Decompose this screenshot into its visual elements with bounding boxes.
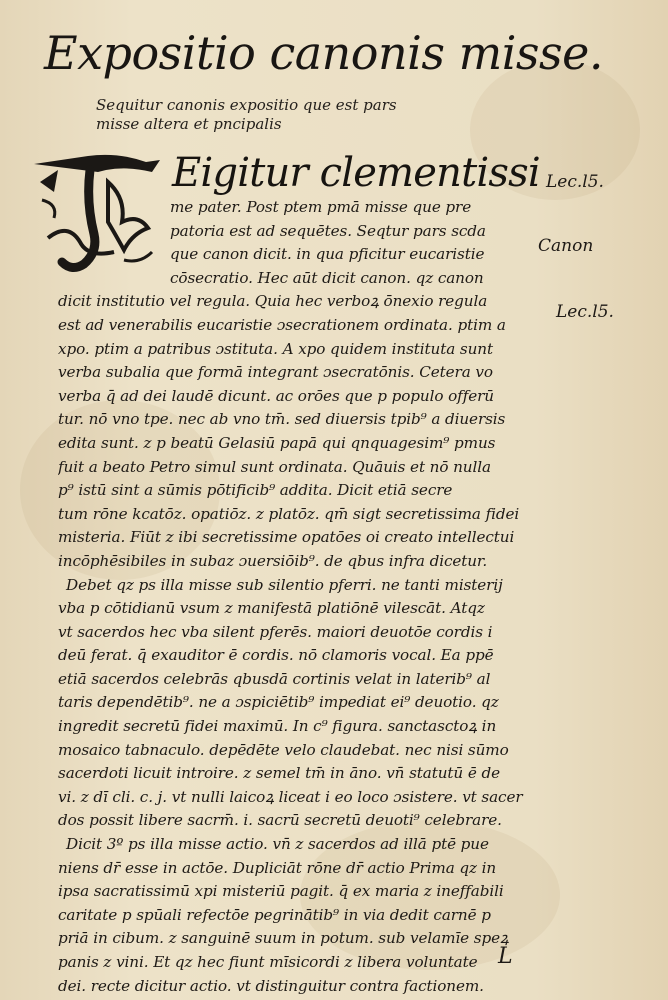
text-line: dos possit libere sacrm̄. i. sacrū secretū deuoti⁹ celebrare. [58, 811, 502, 830]
text-line: sacerdoti licuit introire. z semel tm̄ in āno. vn̄ statutū ē de [58, 764, 500, 783]
text-line: me pater. Post ptem pmā misse que pre [170, 198, 472, 216]
text-line: est ad venerabilis eucaristie ɔsecrationem ordinata. ptim a [58, 315, 506, 334]
text-line: patoria est ad sequētes. Seqtur pars scda [170, 221, 486, 240]
text-line: deū ferat. q̄ exauditor ē cordis. nō clamoris vocal. Ea ppē [58, 646, 494, 665]
text-line: Debet qz ps illa misse sub silentio pferri. ne tanti misterij [66, 575, 503, 594]
text-line: vba p cōtidianū vsum z manifestā platiōnē vilescāt. Atqz [58, 599, 485, 618]
margin-note-lectio: Lec.l5. [556, 302, 614, 322]
text-line: dicit institutio vel regula. Quia hec verboꝝ ōnexio regula [58, 292, 488, 311]
body-text [58, 196, 544, 998]
text-line: verba subalia que formā integrant ɔsecratōnis. Cetera vo [58, 363, 493, 382]
text-line: mosaico tabnaculo. depēdēte velo claudebat. nec nisi sūmo [58, 740, 509, 759]
margin-note-lectio: Lec.l5. [546, 172, 604, 192]
text-line: vt sacerdos hec vba silent pferēs. maiori deuotōe cordis i [58, 622, 493, 641]
page-title: Expositio canonis misse. [44, 26, 603, 80]
text-line: Dicit 3º ps illa misse actio. vn̄ z sacerdos ad illā ptē pue [66, 835, 489, 854]
text-line: ingredit secretū fidei maximū. In c⁹ figura. sanctasctoꝝ in [58, 717, 497, 736]
margin-note-canon: Canon [538, 236, 594, 256]
subtitle-line: misse altera et pncipalis [96, 115, 282, 133]
text-line: tur. nō vno tpe. nec ab vno tm̄. sed diuersis tpib⁹ a diuersis [58, 410, 506, 429]
text-line: tum rōne kcatōz. opatiōz. z platōz. qm̄ sigt secretissima fidei [58, 504, 520, 523]
text-line: que canon dicit. in qua pficitur eucaristie [170, 245, 485, 264]
text-line: incōphēsibiles in subaz ɔuersiōib⁹. de qbus infra dicetur. [58, 551, 488, 570]
text-line: caritate p spūali refectōe pegrinātib⁹ in via dedit carnē p [58, 905, 491, 924]
incipit-heading: Eigitur clementissi [172, 150, 540, 196]
text-line: xpo. ptim a patribus ɔstituta. A xpo quidem instituta sunt [58, 339, 493, 358]
text-line: etiā sacerdos celebrās qbusdā cortinis velat in laterib⁹ al [58, 669, 491, 688]
text-line: misteria. Fiūt z ibi secretissime opatōes oi creato intellectui [58, 528, 515, 547]
text-line: cōsecratio. Hec aūt dicit canon. qz canon [170, 268, 484, 287]
text-line: vi. z dī cli. c. j. vt nulli laicoꝝ liceat i eo loco ɔsistere. vt sacer [58, 787, 523, 806]
text-line: fuit a beato Petro simul sunt ordinata. Quāuis et nō nulla [58, 457, 491, 476]
text-line: priā in cibum. z sanguinē suum in potum. sub velamīe speꝝ [58, 929, 509, 948]
text-line: taris dependētib⁹. ne a ɔspiciētib⁹ impediat ei⁹ deuotio. qz [58, 693, 499, 712]
catchword: L [498, 944, 513, 969]
subtitle-line: Sequitur canonis expositio que est pars [96, 96, 397, 114]
text-line: dei. recte dicitur actio. vt distinguitur contra factionem. [58, 976, 484, 995]
text-line: verba q̄ ad dei laudē dicunt. ac orōes que p populo offerū [58, 386, 494, 405]
text-line: ipsa sacratissimū xpi misteriū pagit. q̄ ex maria z ineffabili [58, 882, 504, 901]
subtitle [96, 96, 516, 134]
text-line: edita sunt. z p beatū Gelasiū papā qui qnquagesim⁹ pmus [58, 433, 496, 452]
text-line: p⁹ istū sint a sūmis pōtificib⁹ addita. Dicit etiā secre [58, 481, 453, 500]
text-line: panis z vini. Et qz hec fiunt mīsicordi z libera voluntate [58, 953, 478, 971]
text-line: niens dr̄ esse in actōe. Dupliciāt rōne dr̄ actio Prima qz in [58, 858, 497, 877]
